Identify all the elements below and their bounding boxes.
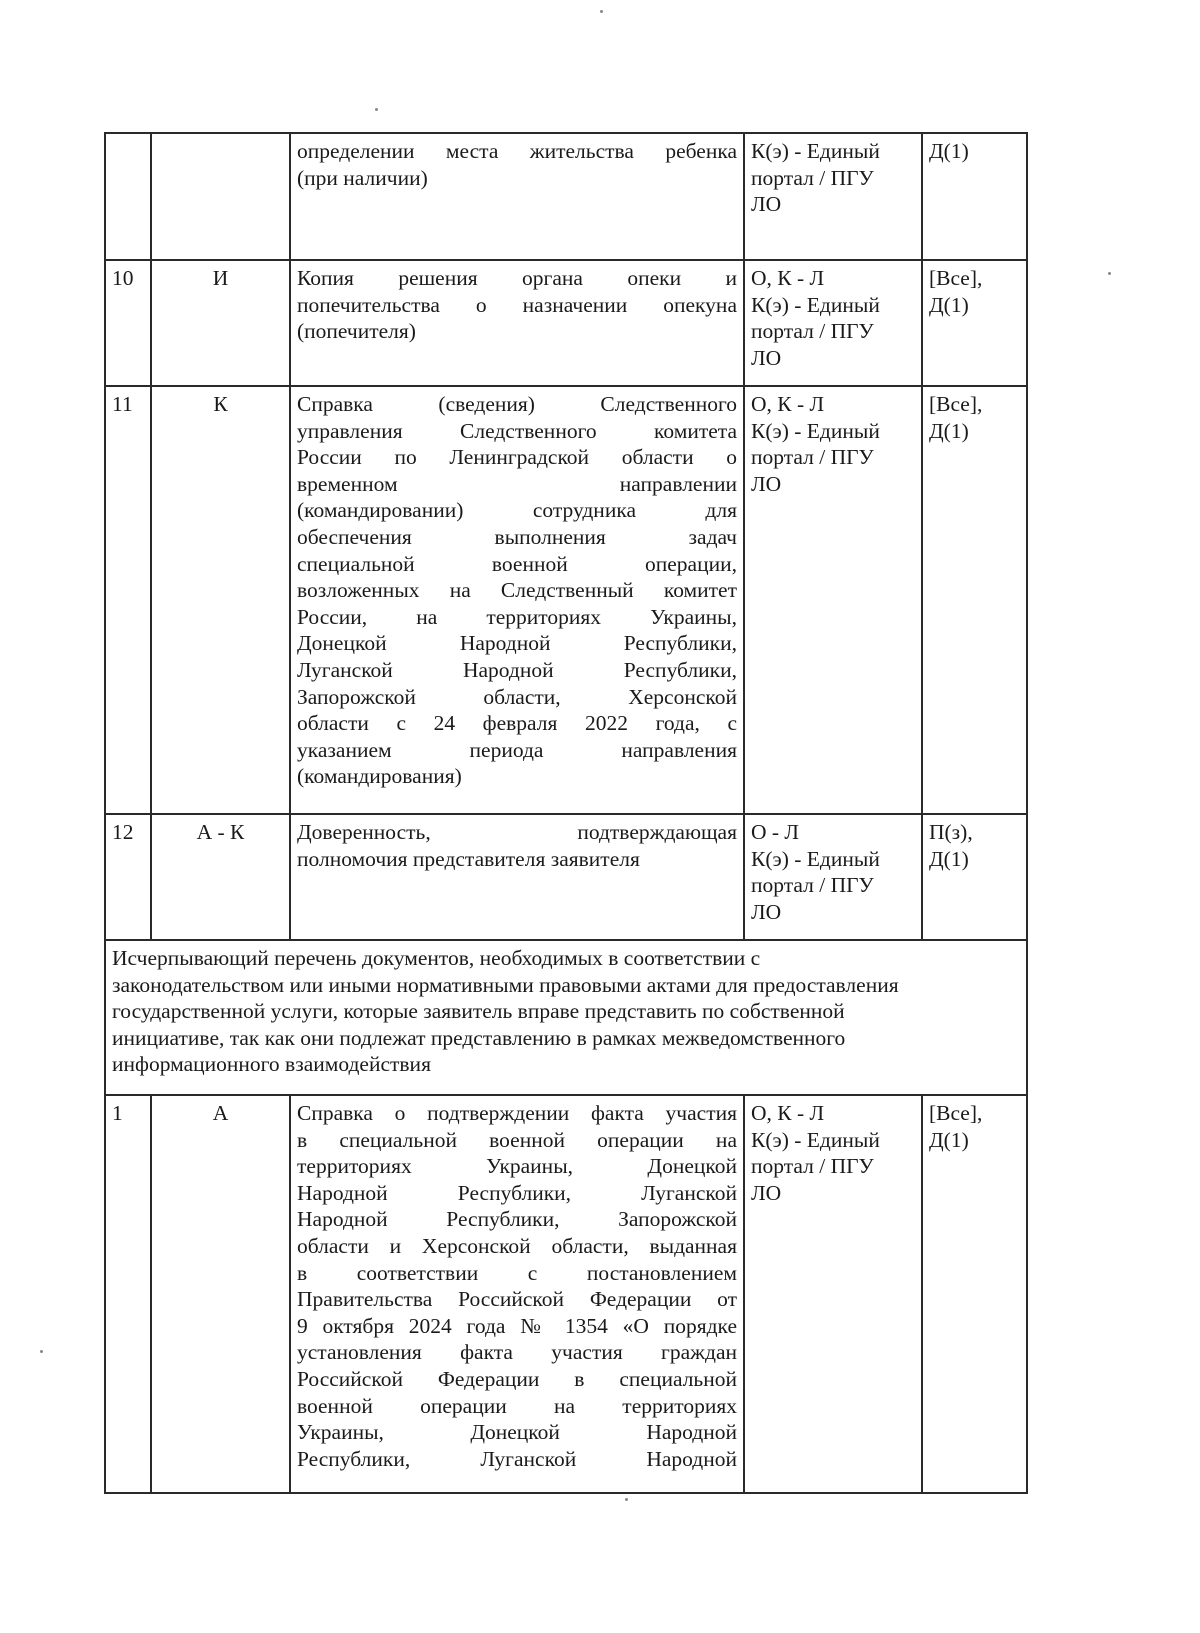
applicant-category [151,133,290,260]
row-number: 12 [105,814,151,940]
scan-speck [600,10,603,13]
submission-method [744,1095,922,1493]
applicant-category: А - К [151,814,290,940]
document-description [290,133,744,260]
source-line: портал / ПГУ [751,1154,874,1179]
source-line: К(э) - Единый [751,139,880,163]
document-description [290,1095,744,1493]
row-number: 10 [105,260,151,386]
source-line: К(э) - Единый [751,846,880,871]
description-line: Украины, Донецкой Народной [297,1420,737,1445]
description-line: временном направлении [297,471,737,496]
source-line: О, К - Л [751,1101,825,1125]
stage-line: Д(1) [929,292,969,317]
source-line: К(э) - Единый [751,418,880,443]
description-line: указанием периода направления [297,737,737,762]
description-line: Донецкой Народной Республики, [297,631,737,656]
stage-code [922,386,1027,814]
source-line: О, К - Л [751,392,825,416]
source-line: портал / ПГУ [751,165,874,190]
description-line: Народной Республики, Запорожской [297,1207,737,1232]
stage-line: Д(1) [929,846,969,871]
stage-line: П(з), [929,820,973,844]
stage-line: [Все], [929,266,983,290]
section-heading [105,940,1027,1095]
description-line: 9 октября 2024 года № 1354 «О порядке [297,1313,737,1338]
document-description [290,814,744,940]
stage-line: [Все], [929,1101,983,1125]
section-heading-line: Исчерпывающий перечень документов, необходимых в соответствии с [112,946,761,970]
description-line: Республики, Луганской Народной [297,1446,737,1471]
description-line: Российской Федерации в специальной [297,1366,737,1391]
document-description [290,386,744,814]
applicant-category: К [151,386,290,814]
description-line: Запорожской области, Херсонской [297,684,737,709]
section-heading-row [105,940,1027,1095]
scan-speck [375,108,378,111]
stage-code [922,1095,1027,1493]
row-number [105,133,151,260]
description-line: управления Следственного комитета [297,418,737,443]
stage-line: Д(1) [929,418,969,443]
description-line: (командирования) [297,764,462,789]
table-row [105,260,1027,386]
description-line: Справка (сведения) Следственного [297,392,737,416]
stage-line: Д(1) [929,1127,969,1152]
stage-code [922,133,1027,260]
source-line: О - Л [751,820,800,844]
description-line: установления факта участия граждан [297,1340,737,1365]
source-line: ЛО [751,345,782,370]
source-line: О, К - Л [751,266,825,290]
description-line: (попечителя) [297,319,416,344]
applicant-category: И [151,260,290,386]
description-line: Луганской Народной Республики, [297,657,737,682]
description-line: Доверенность, подтверждающая [297,820,737,844]
source-line: К(э) - Единый [751,1127,880,1152]
description-line: (при наличии) [297,165,428,190]
source-line: портал / ПГУ [751,319,874,344]
description-line: России, на территориях Украины, [297,604,737,629]
section-heading-line: информационного взаимодействия [112,1052,431,1077]
description-line: в соответствии с постановлением [297,1260,737,1285]
stage-line: Д(1) [929,139,969,163]
source-line: К(э) - Единый [751,292,880,317]
section-heading-line: государственной услуги, которые заявитель вправе представить по собственной [112,999,845,1024]
source-line: ЛО [751,899,782,924]
description-line: России по Ленинградской области о [297,445,737,470]
applicant-category: А [151,1095,290,1493]
description-line: определении места жительства ребенка [297,139,737,163]
submission-method [744,133,922,260]
description-line: в специальной военной операции на [297,1127,737,1152]
description-line: Справка о подтверждении факта участия [297,1101,737,1125]
description-line: попечительства о назначении опекуна [297,292,737,317]
description-line: территориях Украины, Донецкой [297,1154,737,1179]
stage-code [922,260,1027,386]
stage-code [922,814,1027,940]
section-heading-line: законодательством или иными нормативными правовыми актами для предоставления [112,972,899,997]
row-number: 11 [105,386,151,814]
row-number: 1 [105,1095,151,1493]
table-row [105,1095,1027,1493]
description-line: полномочия представителя заявителя [297,846,640,871]
source-line: ЛО [751,192,782,217]
source-line: портал / ПГУ [751,873,874,898]
scan-speck [40,1350,43,1353]
table-row [105,133,1027,260]
source-line: ЛО [751,1180,782,1205]
description-line: специальной военной операции, [297,551,737,576]
description-line: обеспечения выполнения задач [297,524,737,549]
submission-method [744,260,922,386]
description-line: области и Херсонской области, выданная [297,1233,737,1258]
source-line: портал / ПГУ [751,445,874,470]
source-line: ЛО [751,471,782,496]
table-row [105,386,1027,814]
description-line: военной операции на территориях [297,1393,737,1418]
section-heading-line: инициативе, так как они подлежат представлению в рамках межведомственного [112,1025,846,1050]
stage-line: [Все], [929,392,983,416]
description-line: Народной Республики, Луганской [297,1180,737,1205]
submission-method [744,814,922,940]
description-line: Копия решения органа опеки и [297,266,737,290]
submission-method [744,386,922,814]
document-description [290,260,744,386]
description-line: (командировании) сотрудника для [297,498,737,523]
table-row [105,814,1027,940]
scan-speck [625,1498,628,1501]
description-line: Правительства Российской Федерации от [297,1287,737,1312]
scan-speck [1108,272,1111,275]
documents-table [104,132,1028,1494]
description-line: области с 24 февраля 2022 года, с [297,711,737,736]
description-line: возложенных на Следственный комитет [297,578,737,603]
documents-table-body [105,133,1027,1493]
